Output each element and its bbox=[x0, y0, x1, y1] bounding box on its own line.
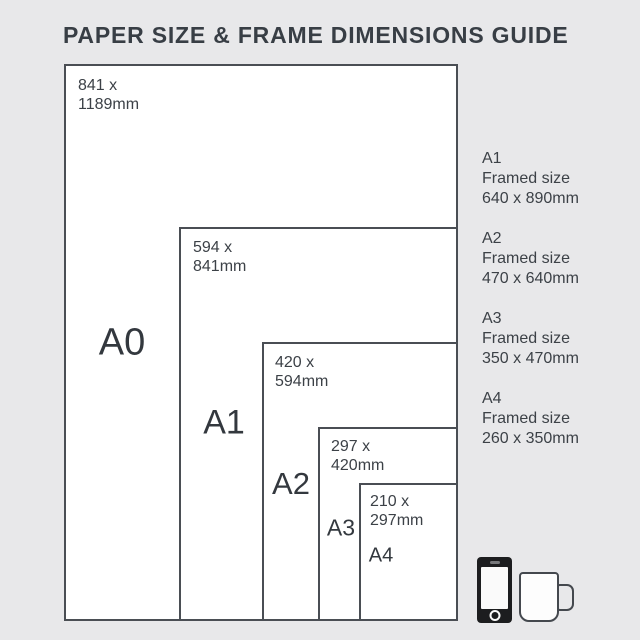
legend-caption: Framed size bbox=[482, 170, 571, 187]
mug-icon bbox=[519, 572, 559, 622]
phone-screen bbox=[481, 567, 508, 609]
legend-size: A4 bbox=[482, 390, 502, 407]
size-label-a2: A2 bbox=[272, 466, 310, 501]
legend-dimensions: 640 x 890mm bbox=[482, 190, 579, 207]
legend-caption: Framed size bbox=[482, 330, 571, 347]
size-label-a1: A1 bbox=[203, 403, 245, 442]
dimensions-a3: 297 x 420mm bbox=[331, 438, 385, 474]
legend-dimensions: 260 x 350mm bbox=[482, 430, 579, 447]
size-label-a4: A4 bbox=[368, 544, 394, 567]
legend-caption: Framed size bbox=[482, 410, 571, 427]
legend-item-a4 bbox=[482, 389, 579, 449]
smartphone-icon bbox=[477, 557, 512, 623]
size-label-a0: A0 bbox=[98, 321, 146, 364]
legend-size: A2 bbox=[482, 230, 502, 247]
legend-size: A1 bbox=[482, 150, 502, 167]
phone-speaker bbox=[490, 561, 500, 564]
dimensions-a1: 594 x 841mm bbox=[193, 239, 247, 275]
legend-item-a3 bbox=[482, 309, 579, 369]
size-label-a3: A3 bbox=[326, 514, 356, 541]
legend-size: A3 bbox=[482, 310, 502, 327]
legend-caption: Framed size bbox=[482, 250, 571, 267]
dimensions-a4: 210 x 297mm bbox=[370, 493, 424, 529]
page-title: PAPER SIZE & FRAME DIMENSIONS GUIDE bbox=[63, 22, 569, 48]
phone-home-button bbox=[489, 610, 500, 621]
framed-size-legend bbox=[482, 149, 579, 449]
dimensions-a2: 420 x 594mm bbox=[275, 354, 329, 390]
legend-item-a1 bbox=[482, 149, 579, 209]
legend-dimensions: 350 x 470mm bbox=[482, 350, 579, 367]
dimensions-a0: 841 x 1189mm bbox=[78, 77, 140, 113]
legend-dimensions: 470 x 640mm bbox=[482, 270, 579, 287]
legend-item-a2 bbox=[482, 229, 579, 289]
